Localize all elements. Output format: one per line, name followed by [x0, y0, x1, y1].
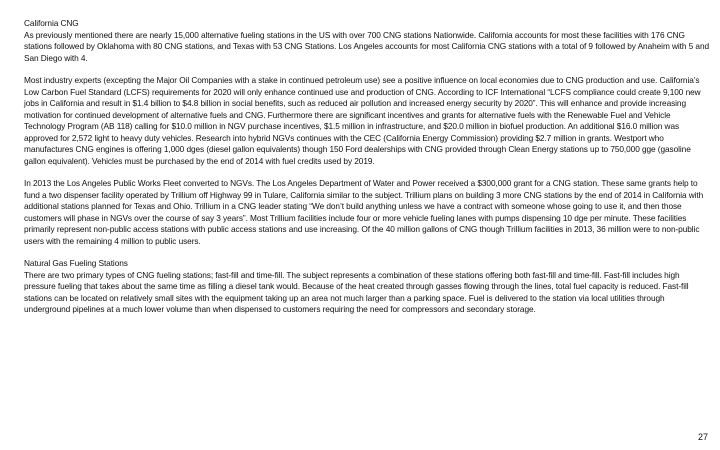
document-page	[24, 18, 712, 327]
paragraph-fueling-stations: There are two primary types of CNG fueling stations; fast-fill and time-fill. The subject represents a combination of these stations offering both fast-fill and time-fill. Fast-fill includes high pressure fueling that takes about the same time as filling a diesel tank would. Because of the heat created through gasses flowing through the lines, total fuel capacity is reduced. Fast-fill stations can be located on relatively small sites with the equipment taking up an area not much larger than a parking space. Fuel is delivered to the station via local utilities through underground pipelines at a much lower volume than when dispensed to customers requiring the need for compressors and secondary storage.	[24, 269, 689, 314]
section-heading-california-cng: California CNG	[24, 18, 79, 28]
section-heading-fueling-stations: Natural Gas Fueling Stations	[24, 258, 128, 268]
paragraph-industry-experts: Most industry experts (excepting the Major Oil Companies with a stake in continued petroleum use) see a positive influence on local economies due to CNG production and use. California’s Low Carbon Fuel Standard (LCFS) requirements for 2020 will only enhance continued use and production of CNG. According to ICF International “LCFS compliance could create 9,100 new jobs in California and result in $1.4 billion to $4.8 billion in social benefits, such as reduced air pollution and increased energy security by 2020”. This will enhance and provide increasing motivation for continued development of alternative fuels and CNG. Furthermore there are significant incentives and grants for alternative fuels with the Renewable Fuel and Vehicle Technology Program (AB 118) calling for $10.0 million in NGV purchase incentives, $1.5 million in infrastructure, and $20.0 million in biofuel production. An additional $16.0 million was approved for 2,572 light to heavy duty vehicles. Research into hybrid NGVs continues with the CEC (California Energy Commission) providing $2.7 million in grants. Westport who manufactures CNG engines is offering 1,000 dges (diesel gallon equivalents) though 150 Ford dealerships with CNG provided through Clean Energy stations up to 750,000 gge (gasoline gallon equivalent). Vehicles must be purchased by the end of 2014 with fuel credits used by 2019.	[24, 75, 701, 166]
page-number: 27	[697, 432, 708, 442]
paragraph-california-cng: As previously mentioned there are nearly 15,000 alternative fueling stations in the US with over 700 CNG stations Nationwide. California accounts for most these facilities with 176 CNG stations followed by Oklahoma with 80 CNG stations, and Texas with 53 CNG Stations. Los Angeles accounts for most California CNG stations with a total of 9 followed by Anaheim with 5 and San Diego with 4.	[24, 29, 710, 63]
paragraph-los-angeles-fleet: In 2013 the Los Angeles Public Works Fleet converted to NGVs. The Los Angeles Department of Water and Power received a $300,000 grant for a CNG station. These same grants help to fund a two dispenser facility operated by Trillium off Highway 99 in Tulare, California similar to the subject. Trillium plans on building 3 more CNG stations by the end of 2014 in California with additional stations planned for Texas and Ohio. Trillium in a CNG leader stating “We don’t build anything unless we have a contract with someone whose going to use it, and then those customers will phase in NGVs over the course of say 3 years”. Most Trillium facilities include four or more vehicle fueling lanes with pumps dispensing 10 dge per minute. These facilities primarily represent non-public access stations with public access stations and use increasing. Of the 40 million gallons of CNG though Trillium facilities in 2013, 36 million were to non-public users with the remaining 4 million to public users.	[24, 178, 704, 246]
